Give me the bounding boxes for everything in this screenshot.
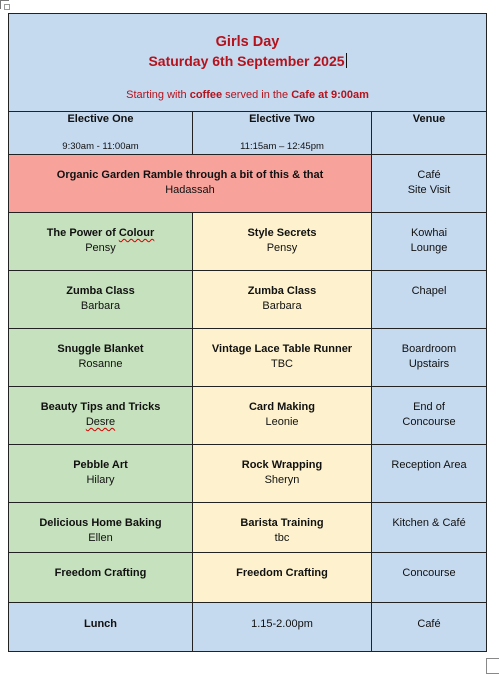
intro-cafe-time: Cafe at 9:00am [291, 89, 369, 101]
venue-line1: Chapel [411, 285, 447, 297]
elective-two-cell[interactable] [193, 445, 372, 503]
column-header-row [9, 112, 487, 155]
venue-cell[interactable] [372, 271, 487, 329]
text-cursor [346, 53, 347, 68]
session-title: Zumba Class [247, 285, 317, 297]
session-title: Beauty Tips and Tricks [40, 401, 161, 413]
end-of-cell-mark [486, 658, 499, 674]
combined-session-cell[interactable] [9, 155, 372, 213]
session-title: Freedom Crafting [54, 567, 147, 579]
session-host: Hadassah [165, 184, 215, 196]
session-host: Barbara [262, 300, 302, 312]
table-row [9, 329, 487, 387]
elective-one-cell[interactable] [9, 445, 193, 503]
elective-two-label: Elective Two [249, 113, 315, 125]
header-row [9, 14, 487, 112]
elective-one-cell[interactable] [9, 387, 193, 445]
venue-cell[interactable] [372, 503, 487, 553]
lunch-venue: Café [417, 618, 441, 630]
session-title: Barista Training [240, 517, 324, 529]
venue-line2: Lounge [410, 242, 448, 254]
session-title: Delicious Home Baking [39, 517, 162, 529]
table-row [9, 553, 487, 603]
session-host: Barbara [80, 300, 121, 312]
elective-two-cell[interactable] [193, 329, 372, 387]
elective-one-time: 9:30am - 11:00am [62, 141, 139, 152]
lunch-time-cell[interactable] [193, 603, 372, 652]
venue-cell[interactable] [372, 553, 487, 603]
session-title: Freedom Crafting [236, 567, 328, 579]
session-title: Style Secrets [247, 227, 317, 239]
intro-prefix: Starting with [126, 89, 190, 101]
lunch-row [9, 603, 487, 652]
event-date [9, 52, 486, 71]
elective-one-cell[interactable] [9, 503, 193, 553]
lunch-label-cell[interactable] [9, 603, 193, 652]
venue-cell[interactable] [372, 387, 487, 445]
elective-one-cell[interactable] [9, 213, 193, 271]
session-host: Ellen [88, 532, 113, 544]
session-host: Rosanne [78, 358, 123, 370]
session-title: Snuggle Blanket [57, 343, 144, 355]
lunch-venue-cell[interactable] [372, 603, 487, 652]
lunch-time: 1.15-2.00pm [251, 618, 313, 630]
intro-middle: served in the [222, 89, 292, 101]
session-title: Pebble Art [73, 459, 128, 471]
event-title: Girls Day [215, 34, 280, 50]
spelling-squiggle[interactable]: Colour [118, 227, 155, 239]
session-title: Card Making [248, 401, 315, 413]
table-move-handle[interactable] [4, 4, 10, 10]
elective-two-time: 11:15am – 12:45pm [240, 141, 324, 152]
venue-cell[interactable] [372, 329, 487, 387]
schedule-table [8, 13, 487, 652]
venue-line1: Boardroom [401, 343, 457, 355]
session-title [9, 213, 192, 241]
col-head-elective-two[interactable] [193, 112, 372, 155]
session-title: Vintage Lace Table Runner [211, 343, 353, 355]
elective-one-cell[interactable] [9, 553, 193, 603]
session-host: Hilary [86, 474, 115, 486]
elective-two-cell[interactable] [193, 387, 372, 445]
table-row [9, 503, 487, 553]
session-host-text: Desre [85, 416, 116, 428]
header-cell[interactable] [9, 14, 487, 112]
table-row [9, 445, 487, 503]
intro-line [9, 88, 486, 103]
session-title: Organic Garden Ramble through a bit of this & that [56, 169, 324, 181]
session-host: tbc [274, 532, 290, 544]
session-title-text: The Power of Colour [46, 227, 155, 239]
elective-one-cell[interactable] [9, 329, 193, 387]
venue-cell[interactable] [372, 213, 487, 271]
intro-coffee: coffee [189, 89, 223, 101]
venue-line2: Site Visit [407, 184, 451, 196]
elective-one-cell[interactable] [9, 271, 193, 329]
event-date-text: Saturday 6th September 2025 [148, 53, 345, 69]
venue-line1: Kowhai [410, 227, 448, 239]
session-host: Sheryn [264, 474, 300, 486]
table-row [9, 155, 487, 213]
elective-two-cell[interactable] [193, 553, 372, 603]
table-row [9, 387, 487, 445]
elective-two-cell[interactable] [193, 213, 372, 271]
venue-cell[interactable] [372, 155, 487, 213]
lunch-label: Lunch [84, 618, 117, 630]
session-host: Pensy [266, 242, 298, 254]
venue-line1: End of [413, 401, 445, 413]
session-host: TBC [271, 358, 293, 370]
venue-line1: Café [417, 169, 441, 181]
session-host [9, 415, 192, 430]
session-host: Pensy [85, 242, 116, 254]
col-head-elective-one[interactable] [9, 112, 193, 155]
venue-label: Venue [412, 113, 446, 125]
venue-line1: Concourse [402, 567, 456, 579]
elective-one-label: Elective One [67, 113, 134, 125]
venue-line2: Concourse [402, 416, 456, 428]
venue-line1: Kitchen & Café [392, 517, 466, 529]
col-head-venue[interactable] [372, 112, 487, 155]
session-title: Rock Wrapping [241, 459, 323, 471]
venue-line1: Reception Area [391, 459, 467, 471]
elective-two-cell[interactable] [193, 503, 372, 553]
table-row [9, 213, 487, 271]
session-title: Zumba Class [66, 285, 135, 297]
venue-cell[interactable] [372, 445, 487, 503]
venue-line2: Upstairs [408, 358, 450, 370]
elective-two-cell[interactable] [193, 271, 372, 329]
table-row [9, 271, 487, 329]
session-host: Leonie [265, 416, 299, 428]
